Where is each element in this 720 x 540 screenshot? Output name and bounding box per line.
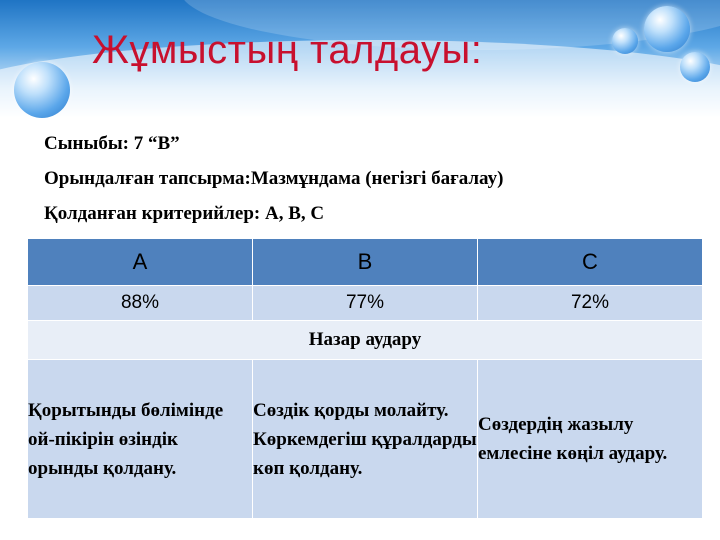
notes-row	[28, 360, 703, 519]
slide-title: Жұмыстың талдауы:	[92, 28, 483, 72]
header-cell-a: A	[28, 239, 253, 286]
percentage-cell-b: 77%	[253, 286, 478, 321]
attention-row	[28, 321, 703, 360]
percentage-row	[28, 286, 703, 321]
criteria-info: Қолданған критерийлер: А, В, С	[44, 203, 325, 224]
bubble-decoration	[14, 62, 70, 118]
bubble-decoration	[644, 6, 690, 52]
bubble-decoration	[612, 28, 638, 54]
percentage-cell-a: 88%	[28, 286, 253, 321]
note-cell-b: Сөздік қорды молайту. Көркемдегіш құралдарды көп қолдану.	[253, 360, 478, 519]
note-cell-a: Қорытынды бөлімінде ой-пікірін өзіндік орынды қолдану.	[28, 360, 253, 519]
header-cell-b: B	[253, 239, 478, 286]
task-info: Орындалған тапсырма:Мазмұндама (негізгі бағалау)	[44, 168, 504, 189]
attention-label: Назар аудару	[28, 321, 703, 360]
header-cell-c: C	[478, 239, 703, 286]
bubble-decoration	[680, 52, 710, 82]
header-row	[28, 239, 703, 286]
analysis-table	[27, 238, 703, 519]
note-cell-c: Сөздердің жазылу емлесіне көңіл аудару.	[478, 360, 703, 519]
percentage-cell-c: 72%	[478, 286, 703, 321]
class-info: Сыныбы: 7 “В”	[44, 133, 180, 154]
